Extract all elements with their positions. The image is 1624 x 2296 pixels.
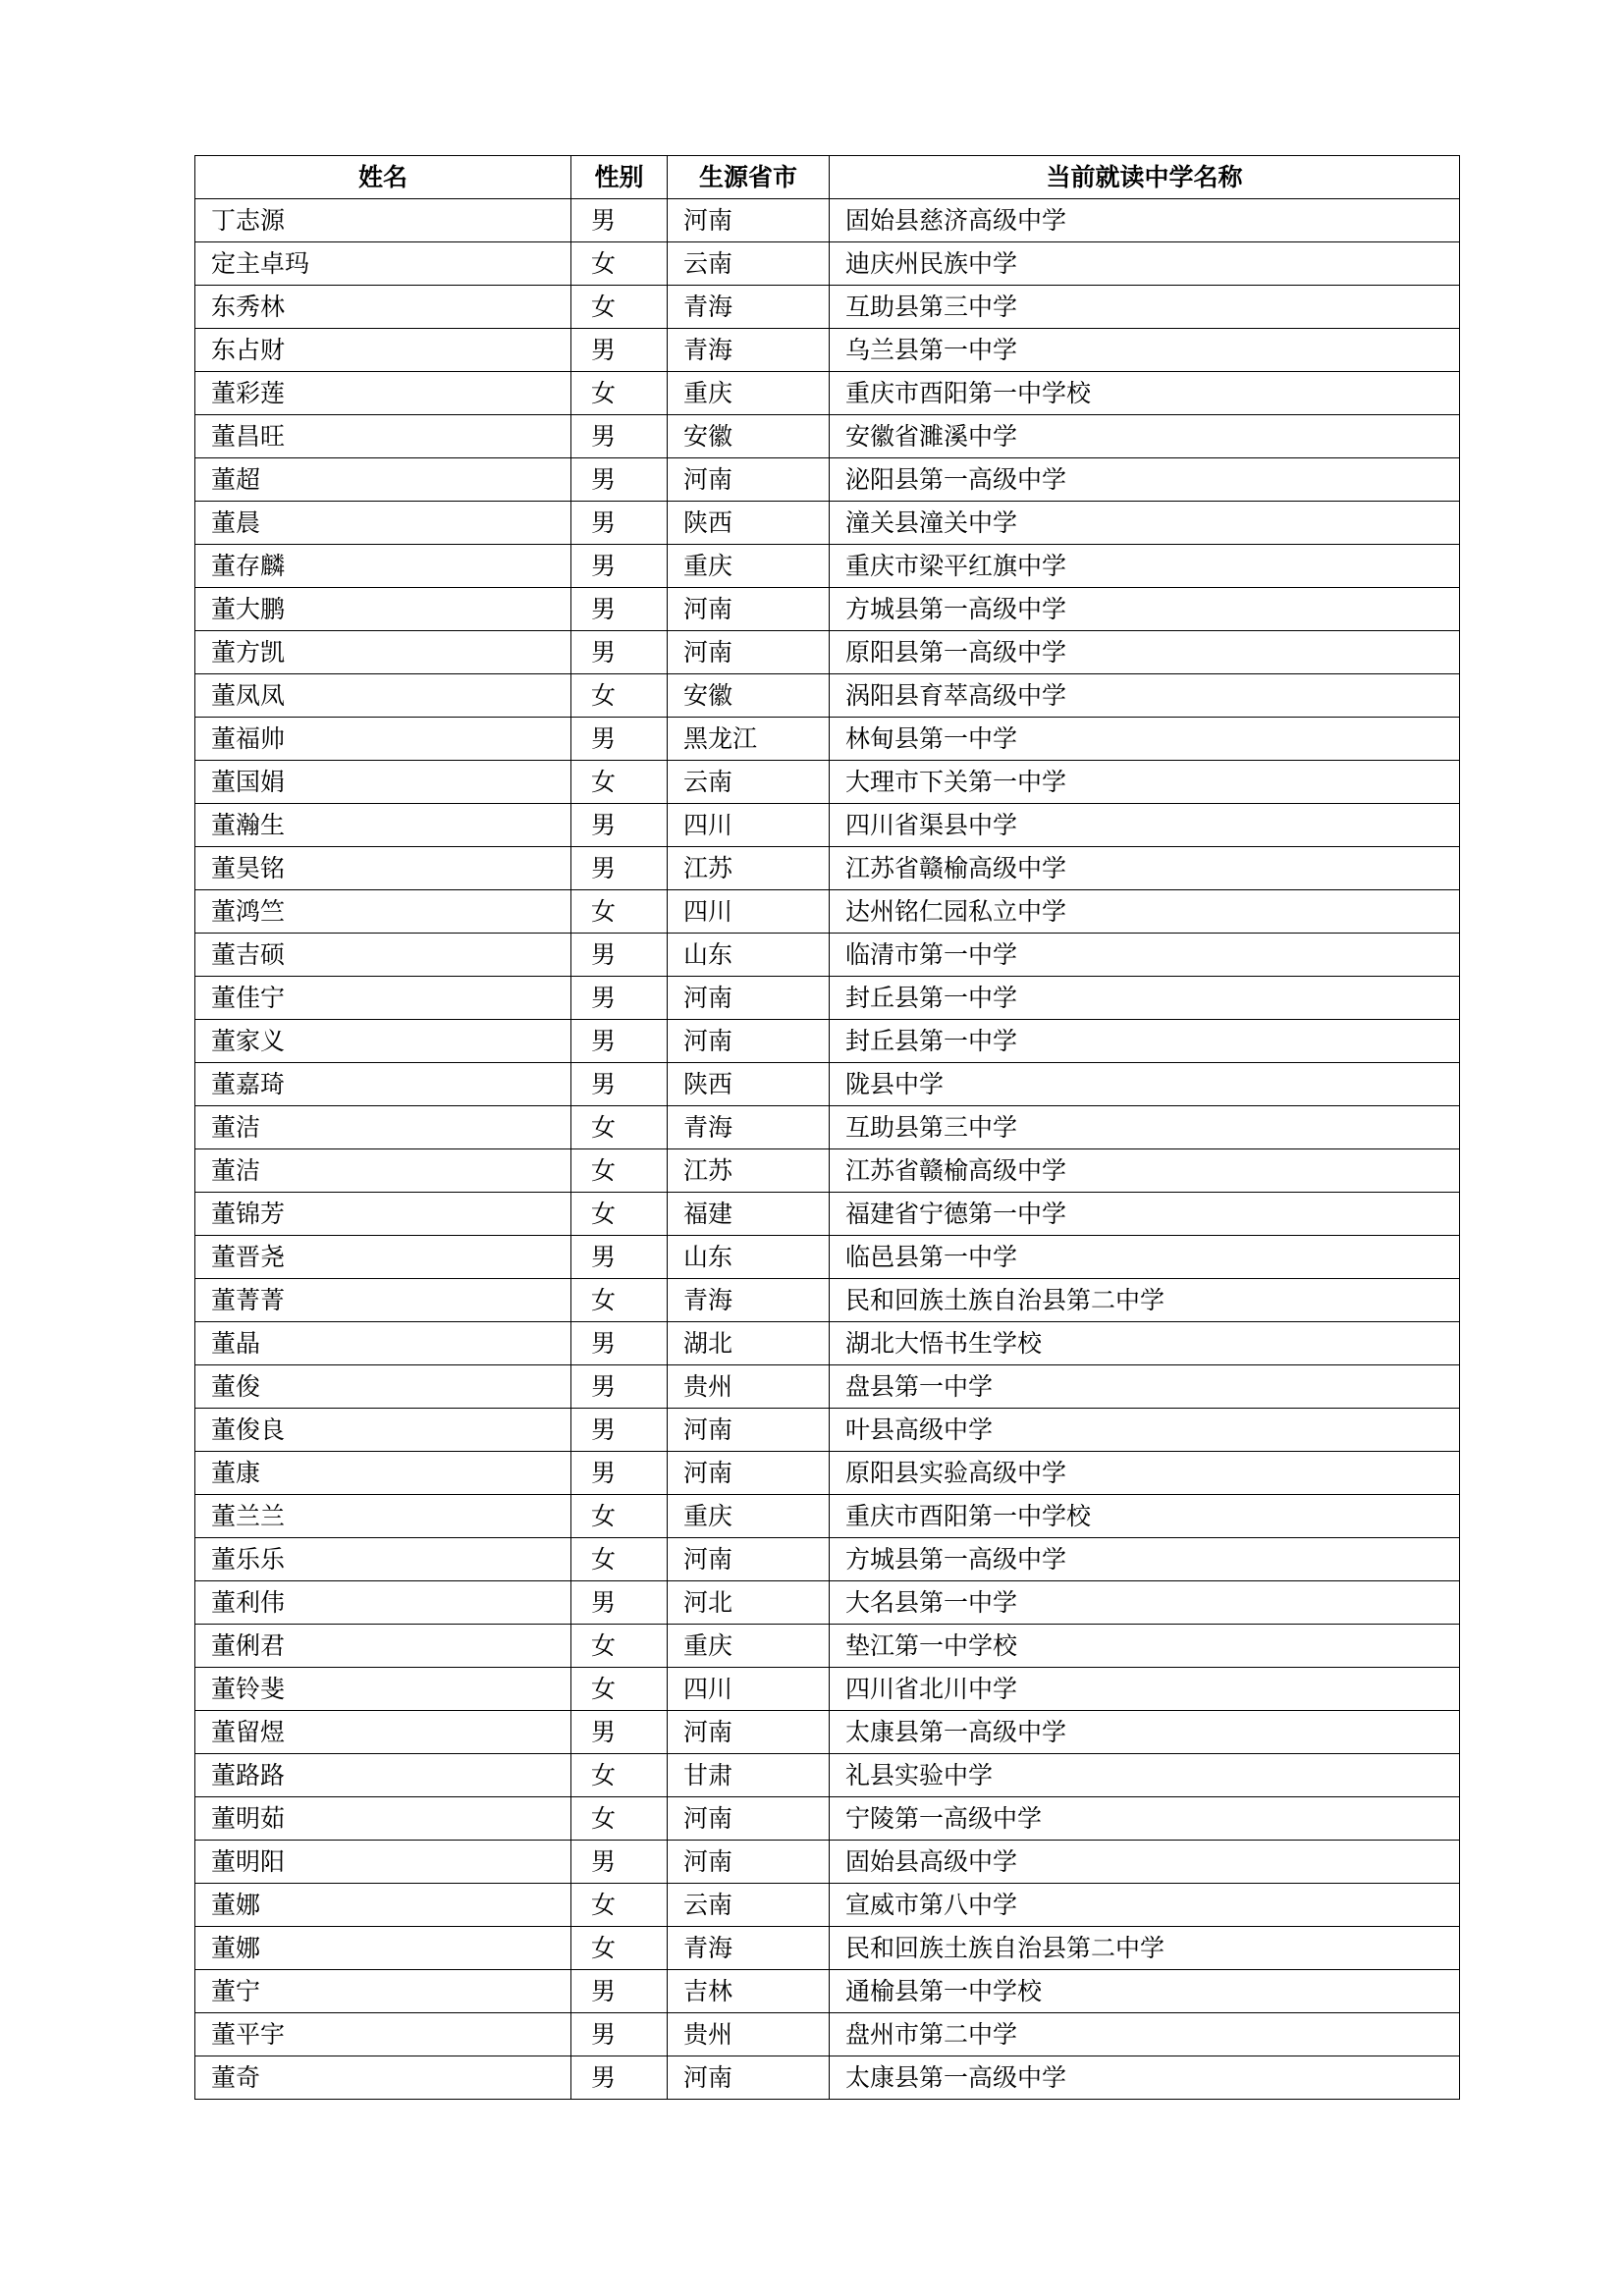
cell-gender: 女	[571, 1625, 668, 1668]
table-row	[195, 890, 1460, 934]
cell-name: 董吉硕	[195, 934, 571, 977]
cell-province: 河南	[668, 1538, 830, 1581]
table-row	[195, 1668, 1460, 1711]
cell-province: 河南	[668, 1711, 830, 1754]
cell-province: 河南	[668, 588, 830, 631]
header-row	[195, 156, 1460, 199]
cell-gender: 男	[571, 502, 668, 545]
cell-province: 河北	[668, 1581, 830, 1625]
cell-school: 宁陵第一高级中学	[830, 1797, 1460, 1841]
cell-name: 丁志源	[195, 199, 571, 242]
cell-school: 四川省北川中学	[830, 1668, 1460, 1711]
cell-province: 河南	[668, 1409, 830, 1452]
table-row	[195, 1236, 1460, 1279]
cell-province: 河南	[668, 2056, 830, 2100]
cell-name: 董菁菁	[195, 1279, 571, 1322]
cell-province: 青海	[668, 286, 830, 329]
cell-province: 重庆	[668, 545, 830, 588]
cell-province: 贵州	[668, 1365, 830, 1409]
cell-name: 董嘉琦	[195, 1063, 571, 1106]
header-name: 姓名	[195, 156, 571, 199]
cell-gender: 女	[571, 1149, 668, 1193]
cell-school: 盘县第一中学	[830, 1365, 1460, 1409]
cell-name: 董福帅	[195, 718, 571, 761]
cell-province: 重庆	[668, 1625, 830, 1668]
cell-province: 陕西	[668, 1063, 830, 1106]
table-row	[195, 1927, 1460, 1970]
cell-province: 山东	[668, 1236, 830, 1279]
cell-school: 封丘县第一中学	[830, 1020, 1460, 1063]
cell-school: 叶县高级中学	[830, 1409, 1460, 1452]
table-row	[195, 199, 1460, 242]
cell-gender: 女	[571, 1193, 668, 1236]
table-row	[195, 415, 1460, 458]
cell-gender: 女	[571, 761, 668, 804]
cell-name: 董瀚生	[195, 804, 571, 847]
table-row	[195, 1970, 1460, 2013]
cell-gender: 男	[571, 1841, 668, 1884]
cell-school: 重庆市梁平红旗中学	[830, 545, 1460, 588]
table-row	[195, 545, 1460, 588]
table-row	[195, 1452, 1460, 1495]
cell-name: 董彩莲	[195, 372, 571, 415]
cell-name: 董娜	[195, 1884, 571, 1927]
table-row	[195, 1020, 1460, 1063]
table-row	[195, 804, 1460, 847]
cell-school: 民和回族土族自治县第二中学	[830, 1927, 1460, 1970]
cell-name: 董鸿竺	[195, 890, 571, 934]
cell-school: 林甸县第一中学	[830, 718, 1460, 761]
cell-name: 董锦芳	[195, 1193, 571, 1236]
cell-school: 湖北大悟书生学校	[830, 1322, 1460, 1365]
table-row	[195, 242, 1460, 286]
table-row	[195, 1149, 1460, 1193]
cell-name: 董佳宁	[195, 977, 571, 1020]
cell-name: 董晨	[195, 502, 571, 545]
table-row	[195, 1797, 1460, 1841]
cell-school: 大名县第一中学	[830, 1581, 1460, 1625]
table-row	[195, 1754, 1460, 1797]
cell-gender: 男	[571, 458, 668, 502]
cell-province: 云南	[668, 1884, 830, 1927]
cell-school: 临邑县第一中学	[830, 1236, 1460, 1279]
cell-school: 潼关县潼关中学	[830, 502, 1460, 545]
cell-gender: 女	[571, 1927, 668, 1970]
table-row	[195, 1106, 1460, 1149]
cell-name: 董超	[195, 458, 571, 502]
cell-name: 董兰兰	[195, 1495, 571, 1538]
table-row	[195, 1409, 1460, 1452]
table-row	[195, 1884, 1460, 1927]
cell-gender: 男	[571, 718, 668, 761]
cell-province: 河南	[668, 458, 830, 502]
cell-name: 董利伟	[195, 1581, 571, 1625]
cell-name: 董俊	[195, 1365, 571, 1409]
cell-province: 重庆	[668, 372, 830, 415]
cell-name: 董奇	[195, 2056, 571, 2100]
cell-name: 定主卓玛	[195, 242, 571, 286]
table-row	[195, 1365, 1460, 1409]
cell-name: 董家义	[195, 1020, 571, 1063]
cell-name: 董娜	[195, 1927, 571, 1970]
cell-name: 东秀林	[195, 286, 571, 329]
cell-province: 云南	[668, 242, 830, 286]
cell-province: 青海	[668, 329, 830, 372]
cell-gender: 女	[571, 1279, 668, 1322]
table-row	[195, 631, 1460, 674]
cell-gender: 女	[571, 1754, 668, 1797]
cell-school: 盘州市第二中学	[830, 2013, 1460, 2056]
cell-school: 垫江第一中学校	[830, 1625, 1460, 1668]
cell-school: 安徽省濉溪中学	[830, 415, 1460, 458]
table-row	[195, 588, 1460, 631]
table-row	[195, 1625, 1460, 1668]
student-roster-table	[194, 155, 1460, 2100]
header-gender: 性别	[571, 156, 668, 199]
cell-name: 董留煜	[195, 1711, 571, 1754]
cell-province: 安徽	[668, 415, 830, 458]
cell-gender: 女	[571, 890, 668, 934]
table-header	[195, 156, 1460, 199]
cell-name: 董路路	[195, 1754, 571, 1797]
cell-school: 涡阳县育萃高级中学	[830, 674, 1460, 718]
cell-gender: 男	[571, 415, 668, 458]
table-row	[195, 1322, 1460, 1365]
table-row	[195, 934, 1460, 977]
cell-gender: 女	[571, 1495, 668, 1538]
cell-province: 河南	[668, 1020, 830, 1063]
cell-province: 山东	[668, 934, 830, 977]
cell-province: 青海	[668, 1106, 830, 1149]
cell-gender: 男	[571, 631, 668, 674]
table-row	[195, 1063, 1460, 1106]
cell-gender: 女	[571, 242, 668, 286]
table-row	[195, 847, 1460, 890]
cell-province: 湖北	[668, 1322, 830, 1365]
cell-province: 吉林	[668, 1970, 830, 2013]
table-row	[195, 502, 1460, 545]
table-row	[195, 458, 1460, 502]
cell-school: 达州铭仁园私立中学	[830, 890, 1460, 934]
cell-province: 四川	[668, 804, 830, 847]
cell-name: 董宁	[195, 1970, 571, 2013]
cell-name: 董康	[195, 1452, 571, 1495]
cell-province: 河南	[668, 1797, 830, 1841]
table-row	[195, 1711, 1460, 1754]
cell-province: 江苏	[668, 847, 830, 890]
cell-name: 董明茹	[195, 1797, 571, 1841]
cell-school: 封丘县第一中学	[830, 977, 1460, 1020]
cell-name: 董国娟	[195, 761, 571, 804]
cell-school: 重庆市酉阳第一中学校	[830, 372, 1460, 415]
cell-gender: 男	[571, 1365, 668, 1409]
table-body	[195, 199, 1460, 2100]
cell-school: 迪庆州民族中学	[830, 242, 1460, 286]
cell-gender: 女	[571, 1797, 668, 1841]
cell-gender: 男	[571, 588, 668, 631]
cell-gender: 男	[571, 2013, 668, 2056]
cell-gender: 女	[571, 1668, 668, 1711]
table-row	[195, 761, 1460, 804]
cell-school: 福建省宁德第一中学	[830, 1193, 1460, 1236]
cell-name: 董俊良	[195, 1409, 571, 1452]
cell-province: 河南	[668, 977, 830, 1020]
cell-name: 董俐君	[195, 1625, 571, 1668]
cell-province: 河南	[668, 631, 830, 674]
table-row	[195, 286, 1460, 329]
cell-province: 河南	[668, 199, 830, 242]
cell-school: 互助县第三中学	[830, 286, 1460, 329]
table-row	[195, 1193, 1460, 1236]
table-row	[195, 1495, 1460, 1538]
cell-school: 原阳县第一高级中学	[830, 631, 1460, 674]
table-row	[195, 1538, 1460, 1581]
cell-province: 安徽	[668, 674, 830, 718]
cell-province: 四川	[668, 890, 830, 934]
cell-gender: 男	[571, 1322, 668, 1365]
cell-school: 太康县第一高级中学	[830, 1711, 1460, 1754]
cell-name: 董铃斐	[195, 1668, 571, 1711]
cell-name: 董洁	[195, 1149, 571, 1193]
cell-school: 陇县中学	[830, 1063, 1460, 1106]
cell-school: 乌兰县第一中学	[830, 329, 1460, 372]
cell-school: 原阳县实验高级中学	[830, 1452, 1460, 1495]
cell-name: 董凤凤	[195, 674, 571, 718]
cell-gender: 女	[571, 372, 668, 415]
cell-gender: 男	[571, 329, 668, 372]
cell-gender: 男	[571, 804, 668, 847]
cell-school: 重庆市酉阳第一中学校	[830, 1495, 1460, 1538]
cell-gender: 男	[571, 1063, 668, 1106]
cell-gender: 男	[571, 1452, 668, 1495]
table-row	[195, 372, 1460, 415]
cell-province: 重庆	[668, 1495, 830, 1538]
cell-school: 泌阳县第一高级中学	[830, 458, 1460, 502]
cell-name: 董大鹏	[195, 588, 571, 631]
cell-name: 董昌旺	[195, 415, 571, 458]
cell-gender: 男	[571, 934, 668, 977]
cell-school: 方城县第一高级中学	[830, 1538, 1460, 1581]
cell-name: 董昊铭	[195, 847, 571, 890]
cell-school: 太康县第一高级中学	[830, 2056, 1460, 2100]
cell-gender: 男	[571, 545, 668, 588]
header-province: 生源省市	[668, 156, 830, 199]
cell-gender: 女	[571, 1538, 668, 1581]
cell-gender: 男	[571, 2056, 668, 2100]
table-row	[195, 1581, 1460, 1625]
cell-name: 东占财	[195, 329, 571, 372]
cell-school: 固始县慈济高级中学	[830, 199, 1460, 242]
cell-gender: 男	[571, 847, 668, 890]
cell-province: 贵州	[668, 2013, 830, 2056]
cell-gender: 女	[571, 674, 668, 718]
cell-school: 江苏省赣榆高级中学	[830, 1149, 1460, 1193]
table-row	[195, 1841, 1460, 1884]
cell-province: 福建	[668, 1193, 830, 1236]
cell-province: 陕西	[668, 502, 830, 545]
cell-name: 董方凯	[195, 631, 571, 674]
cell-gender: 男	[571, 1711, 668, 1754]
cell-school: 四川省渠县中学	[830, 804, 1460, 847]
cell-province: 青海	[668, 1927, 830, 1970]
table-row	[195, 2013, 1460, 2056]
table-row	[195, 329, 1460, 372]
cell-school: 民和回族土族自治县第二中学	[830, 1279, 1460, 1322]
cell-gender: 男	[571, 1581, 668, 1625]
cell-gender: 男	[571, 199, 668, 242]
cell-name: 董平宇	[195, 2013, 571, 2056]
cell-name: 董晶	[195, 1322, 571, 1365]
cell-province: 河南	[668, 1452, 830, 1495]
cell-school: 临清市第一中学	[830, 934, 1460, 977]
cell-name: 董明阳	[195, 1841, 571, 1884]
table-row	[195, 1279, 1460, 1322]
cell-province: 黑龙江	[668, 718, 830, 761]
cell-name: 董晋尧	[195, 1236, 571, 1279]
cell-province: 甘肃	[668, 1754, 830, 1797]
cell-gender: 男	[571, 1409, 668, 1452]
cell-school: 礼县实验中学	[830, 1754, 1460, 1797]
cell-gender: 女	[571, 1884, 668, 1927]
table-row	[195, 674, 1460, 718]
table-row	[195, 977, 1460, 1020]
cell-gender: 女	[571, 286, 668, 329]
cell-school: 大理市下关第一中学	[830, 761, 1460, 804]
cell-gender: 男	[571, 1020, 668, 1063]
cell-province: 云南	[668, 761, 830, 804]
cell-gender: 女	[571, 1106, 668, 1149]
table-row	[195, 718, 1460, 761]
cell-school: 江苏省赣榆高级中学	[830, 847, 1460, 890]
cell-school: 宣威市第八中学	[830, 1884, 1460, 1927]
header-school: 当前就读中学名称	[830, 156, 1460, 199]
cell-name: 董洁	[195, 1106, 571, 1149]
cell-province: 青海	[668, 1279, 830, 1322]
cell-school: 方城县第一高级中学	[830, 588, 1460, 631]
table-row	[195, 2056, 1460, 2100]
cell-gender: 男	[571, 1236, 668, 1279]
cell-gender: 男	[571, 977, 668, 1020]
cell-gender: 男	[571, 1970, 668, 2013]
cell-school: 互助县第三中学	[830, 1106, 1460, 1149]
cell-province: 河南	[668, 1841, 830, 1884]
cell-province: 四川	[668, 1668, 830, 1711]
cell-name: 董存麟	[195, 545, 571, 588]
cell-province: 江苏	[668, 1149, 830, 1193]
cell-name: 董乐乐	[195, 1538, 571, 1581]
cell-school: 通榆县第一中学校	[830, 1970, 1460, 2013]
cell-school: 固始县高级中学	[830, 1841, 1460, 1884]
